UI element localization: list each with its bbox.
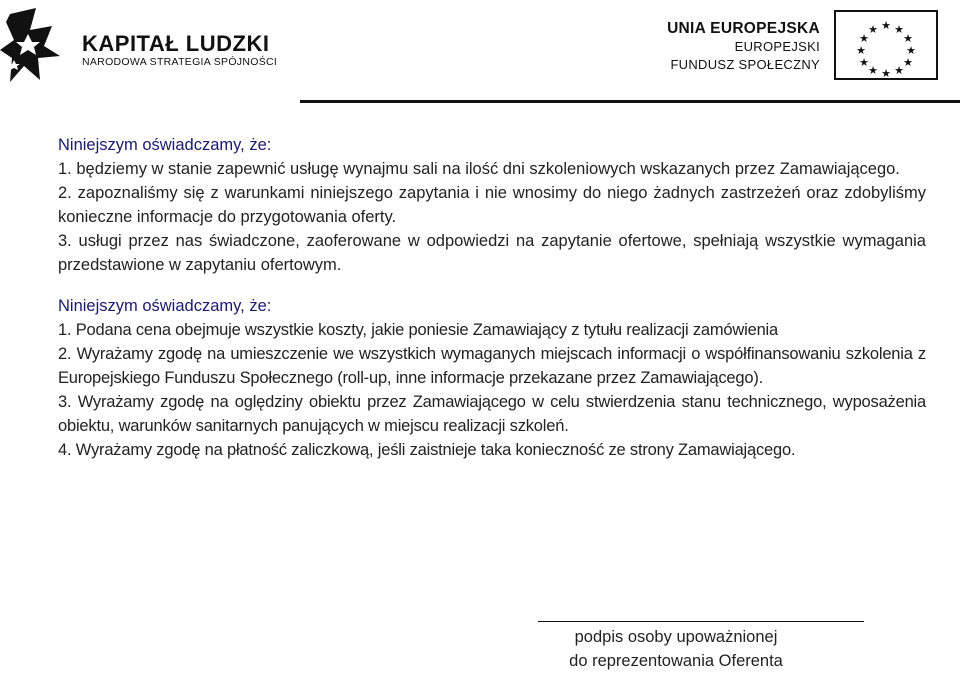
list-item: 4. Wyrażamy zgodę na płatność zaliczkową, jeśli zaistnieje taka konieczność ze strony Zamawiającego. — [58, 441, 796, 459]
signature-line — [538, 621, 864, 622]
list-item: 1. Podana cena obejmuje wszystkie koszty, jakie poniesie Zamawiający z tytułu realizacji zamówienia — [58, 321, 778, 339]
section-1-heading: Niniejszym oświadczamy, że: — [58, 136, 272, 154]
svg-text:★: ★ — [894, 24, 904, 36]
header-rule — [300, 100, 960, 103]
document-header — [0, 0, 960, 104]
declaration-section-1 — [58, 133, 926, 277]
svg-text:★: ★ — [903, 33, 913, 45]
eu-line-2: EUROPEJSKI — [734, 39, 820, 54]
section-1-list — [58, 157, 926, 277]
list-item: 2. zapoznaliśmy się z warunkami niniejszego zapytania i nie wnosimy do niego żadnych zastrzeżeń oraz zdobyliśmy konieczne informacje do przygotowania oferty. — [58, 184, 926, 226]
list-item: 1. będziemy w stanie zapewnić usługę wynajmu sali na ilość dni szkoleniowych wskazanych przez Zamawiającego. — [58, 160, 900, 178]
eu-line-1: UNIA EUROPEJSKA — [667, 20, 820, 37]
declaration-section-2 — [58, 294, 926, 462]
kapital-ludzki-subtitle: NARODOWA STRATEGIA SPÓJNOŚCI — [82, 56, 278, 68]
kapital-ludzki-emblem-icon — [0, 0, 80, 90]
section-2-list — [58, 318, 926, 462]
svg-text:★: ★ — [868, 65, 878, 77]
eu-line-3: FUNDUSZ SPOŁECZNY — [670, 57, 820, 72]
section-2-heading: Niniejszym oświadczamy, że: — [58, 297, 272, 315]
list-item: 3. Wyrażamy zgodę na oględziny obiektu przez Zamawiającego w celu stwierdzenia stanu technicznego, wyposażenia obiektu, warunków sanitarnych panujących w miejscu realizacji szkoleń. — [58, 393, 926, 435]
svg-text:★: ★ — [868, 24, 878, 36]
signature-caption-line-2: do reprezentowania Oferenta — [569, 652, 783, 670]
svg-text:★: ★ — [859, 33, 869, 45]
svg-text:★: ★ — [856, 45, 866, 57]
kapital-ludzki-logo — [0, 0, 300, 90]
kapital-ludzki-title: KAPITAŁ LUDZKI — [82, 31, 270, 56]
list-item: 2. Wyrażamy zgodę na umieszczenie we wszystkich wymaganych miejscach informacji o współfinansowaniu szkolenia z Europejskiego Funduszu Społecznego (roll-up, inne informacje przekazane przez Zamawiającego). — [58, 345, 926, 387]
eu-flag-icon — [834, 10, 938, 80]
svg-text:★: ★ — [881, 20, 891, 32]
svg-text:★: ★ — [903, 57, 913, 69]
svg-text:★: ★ — [859, 57, 869, 69]
list-item: 3. usługi przez nas świadczone, zaoferowane w odpowiedzi na zapytanie ofertowe, spełniają wszystkie wymagania przedstawione w zapytaniu ofertowym. — [58, 232, 926, 274]
signature-caption — [538, 625, 864, 673]
document-body — [58, 133, 926, 462]
signature-caption-line-1: podpis osoby upoważnionej — [574, 628, 778, 646]
svg-text:★: ★ — [906, 45, 916, 57]
svg-text:★: ★ — [881, 68, 891, 78]
eu-fund-text — [667, 20, 820, 74]
svg-text:★: ★ — [894, 65, 904, 77]
